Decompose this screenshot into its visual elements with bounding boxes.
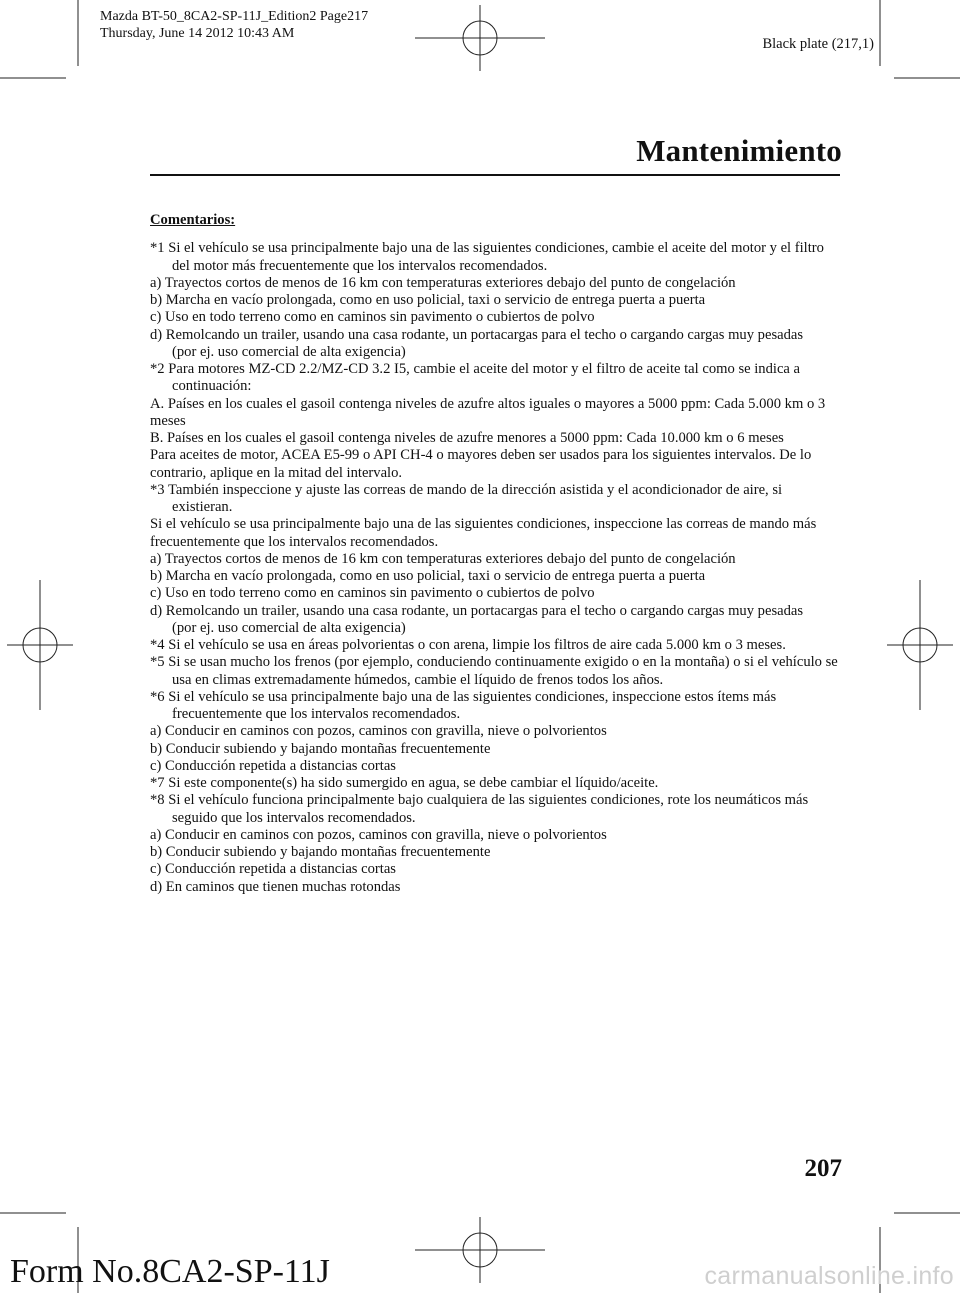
comment-line: c) Uso en todo terreno como en caminos sin pavimento o cubiertos de polvo xyxy=(150,585,595,602)
comment-line: b) Conducir subiendo y bajando montañas frecuentemente xyxy=(150,844,491,860)
comment-line: b) Marcha en vacío prolongada, como en uso policial, taxi o servicio de entrega puerta a puerta xyxy=(150,292,706,308)
comment-line: Si el vehículo se usa principalmente bajo una de las siguientes condiciones, inspeccione las correas de mando más frecuentemente que los intervalos recomendados. xyxy=(150,516,817,550)
comment-line: c) Conducción repetida a distancias cortas xyxy=(150,757,396,774)
section-title: Mantenimiento xyxy=(636,133,842,168)
comment-line: d) Remolcando un trailer, usando una casa rodante, un portacargas para el techo o cargando cargas muy pesadas xyxy=(150,602,804,619)
comment-line: c) Conducción repetida a distancias cortas xyxy=(150,861,396,878)
comment-line: d) En caminos que tienen muchas rotondas xyxy=(150,878,401,895)
title-divider xyxy=(150,174,840,176)
comment-line: (por ej. uso comercial de alta exigencia) xyxy=(172,343,406,360)
comment-line: b) Marcha en vacío prolongada, como en uso policial, taxi o servicio de entrega puerta a puerta xyxy=(150,568,706,584)
comment-line: B. Países en los cuales el gasoil contenga niveles de azufre menores a 5000 ppm: Cada 10.000 km o 6 meses xyxy=(150,430,784,446)
comment-line: *2 Para motores MZ-CD 2.2/MZ-CD 3.2 I5, cambie el aceite del motor y el filtro de aceite tal como se indica a continuación: xyxy=(150,361,801,395)
comment-line: *1 Si el vehículo se usa principalmente bajo una de las siguientes condiciones, cambie el aceite del motor y el filtro del motor más frecuentemente que los intervalos recomendados. xyxy=(150,240,824,274)
watermark-logo: carmanualsonline.info xyxy=(704,1262,954,1290)
comment-line: Para aceites de motor, ACEA E5-99 o API CH-4 o mayores deben ser usados para los siguientes intervalos. De lo contrario, aplique en la mitad del intervalo. xyxy=(150,447,812,481)
print-file-info xyxy=(100,8,368,42)
comment-line: *3 También inspeccione y ajuste las correas de mando de la dirección asistida y el acondicionador de aire, si existieran. xyxy=(150,481,783,515)
file-info-line2: Thursday, June 14 2012 10:43 AM xyxy=(100,26,295,41)
comment-line: *4 Si el vehículo se usa en áreas polvorientas o con arena, limpie los filtros de aire cada 5.000 km o 3 meses. xyxy=(150,637,786,653)
comment-line: a) Trayectos cortos de menos de 16 km con temperaturas exteriores debajo del punto de congelación xyxy=(150,550,736,567)
comment-line: (por ej. uso comercial de alta exigencia) xyxy=(172,619,406,636)
comment-line: a) Conducir en caminos con pozos, caminos con gravilla, nieve o polvorientos xyxy=(150,723,607,740)
comment-line: *7 Si este componente(s) ha sido sumergido en agua, se debe cambiar el líquido/aceite. xyxy=(150,775,659,791)
comment-line: a) Conducir en caminos con pozos, caminos con gravilla, nieve o polvorientos xyxy=(150,826,607,843)
file-info-line1: Mazda BT-50_8CA2-SP-11J_Edition2 Page217 xyxy=(100,9,369,24)
registration-target-bottom xyxy=(415,1217,545,1283)
comment-line: *5 Si se usan mucho los frenos (por ejemplo, conduciendo continuamente exigido o en la montaña) o si el vehículo se usa en climas extremadamente húmedos, cambie el líquido de frenos todos los años. xyxy=(150,654,838,688)
comment-line: c) Uso en todo terreno como en caminos sin pavimento o cubiertos de polvo xyxy=(150,309,595,326)
comments-list xyxy=(150,240,844,896)
registration-target-right xyxy=(887,580,953,710)
form-number: Form No.8CA2-SP-11J xyxy=(10,1253,330,1290)
registration-target-top xyxy=(415,5,545,71)
comments-heading: Comentarios: xyxy=(150,212,236,228)
comment-line: b) Conducir subiendo y bajando montañas frecuentemente xyxy=(150,740,491,757)
plate-info: Black plate (217,1) xyxy=(762,36,874,52)
comment-line: A. Países en los cuales el gasoil contenga niveles de azufre altos iguales o mayores a 5000 ppm: Cada 5.000 km o 3 meses xyxy=(150,395,826,429)
page-number: 207 xyxy=(804,1155,842,1182)
comment-line: d) Remolcando un trailer, usando una casa rodante, un portacargas para el techo o cargando cargas muy pesadas xyxy=(150,326,804,343)
comment-line: a) Trayectos cortos de menos de 16 km con temperaturas exteriores debajo del punto de congelación xyxy=(150,274,736,291)
comments-body xyxy=(150,212,844,896)
comment-line: *6 Si el vehículo se usa principalmente bajo una de las siguientes condiciones, inspeccione estos ítems más frecuentemente que los intervalos recomendados. xyxy=(150,688,777,722)
registration-target-left xyxy=(7,580,73,710)
comment-line: *8 Si el vehículo funciona principalmente bajo cualquiera de las siguientes condiciones, rote los neumáticos más seguido que los intervalos recomendados. xyxy=(150,792,809,826)
